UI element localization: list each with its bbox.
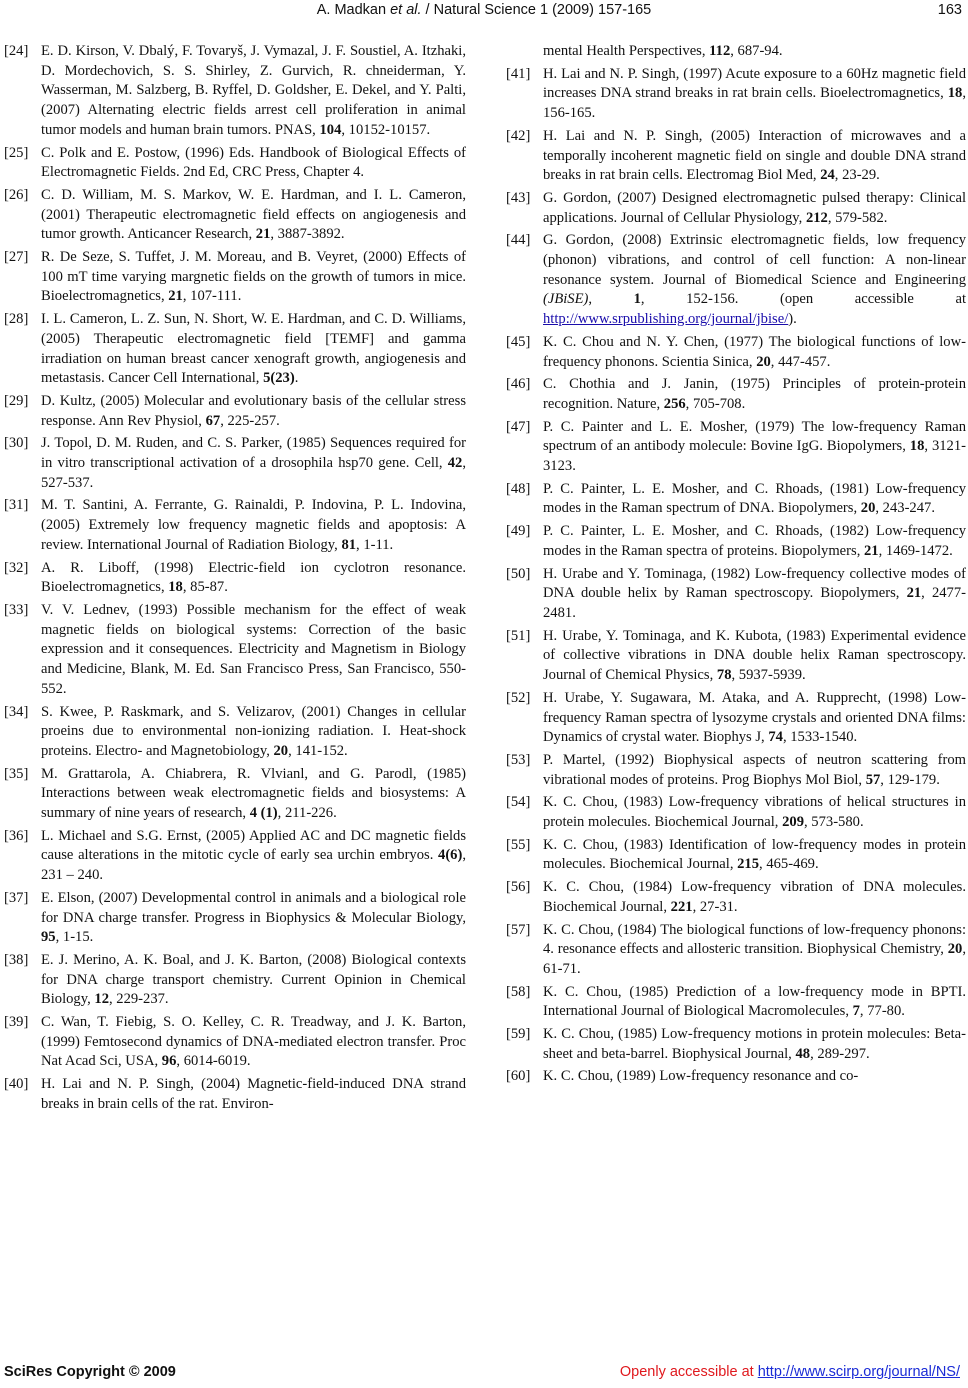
reference-text-run: , 465-469. xyxy=(759,856,819,873)
reference-text-run: , 1533-1540. xyxy=(782,729,858,746)
reference-text-run: . xyxy=(294,370,299,387)
reference-text xyxy=(543,1025,966,1064)
reference-text xyxy=(41,496,466,555)
reference-text-run: H. Lai and N. P. Singh, (2004) Magnetic-field-induced DNA strand breaks in brain cells of the rat. Environ- xyxy=(41,1076,466,1112)
reference-text xyxy=(543,127,966,186)
reference-text xyxy=(41,434,466,493)
reference-volume: 4(6) xyxy=(438,847,463,864)
reference-number: [43] xyxy=(506,189,531,206)
reference-entry xyxy=(506,65,966,124)
reference-text-run: P. C. Painter and L. E. Mosher, (1979) The low-frequency Raman spectrum of an antibody molecule: Bovine IgG. Biopolymers, xyxy=(543,418,966,455)
reference-number: [34] xyxy=(4,703,29,720)
reference-text-run: , 156-165. xyxy=(543,85,966,122)
reference-entry xyxy=(4,601,466,700)
reference-text-run: P. C. Painter, L. E. Mosher, and C. Rhoads, (1981) Low-frequency modes in the Raman spectrum of DNA. Biopolymers, xyxy=(543,480,966,517)
reference-number: [46] xyxy=(506,376,531,393)
reference-volume: 21 xyxy=(168,288,183,305)
reference-text-run: A. R. Liboff, (1998) Electric-field ion cyclotron resonance. Bioelectromagnetics, xyxy=(41,559,466,596)
reference-entry xyxy=(4,889,466,948)
reference-text-run: H. Urabe and Y. Tominaga, (1982) Low-frequency collective modes of DNA double helix by Raman spectroscopy. Biopolymers, xyxy=(543,565,966,602)
reference-number: [36] xyxy=(4,827,29,844)
reference-text xyxy=(41,1075,466,1114)
reference-entry xyxy=(506,375,966,414)
reference-number: [28] xyxy=(4,311,29,328)
reference-volume: 212 xyxy=(805,209,828,226)
reference-entry xyxy=(506,42,966,62)
references-right-column xyxy=(506,42,966,1090)
reference-number: [54] xyxy=(506,794,531,811)
reference-number: [42] xyxy=(506,127,531,144)
reference-text-run: E. J. Merino, A. K. Boal, and J. K. Barton, (2008) Biological contexts for DNA charge transport chemistry. Current Opinion in Chemical Biology, xyxy=(41,951,466,1008)
reference-text-run: E. Elson, (2007) Developmental control in animals and a biological role for DNA charge transfer. Progress in Biophysics & Molecular Biology, xyxy=(41,889,466,926)
reference-text-run: , 1469-1472. xyxy=(878,542,953,559)
reference-number: [39] xyxy=(4,1014,29,1031)
reference-text-run: D. Kultz, (2005) Molecular and evolutionary basis of the cellular stress response. Ann Rev Physiol, xyxy=(41,392,466,429)
reference-volume: 67 xyxy=(205,412,221,429)
reference-volume: 42 xyxy=(447,455,463,472)
reference-number: [44] xyxy=(506,232,531,249)
running-header xyxy=(0,2,968,22)
reference-entry xyxy=(506,878,966,917)
reference-text-run: , 141-152. xyxy=(288,742,348,759)
reference-text xyxy=(543,375,966,414)
reference-text xyxy=(543,689,966,748)
reference-number: [35] xyxy=(4,765,29,782)
reference-text-run: , 527-537. xyxy=(41,455,466,491)
reference-volume: 20 xyxy=(273,742,289,759)
reference-text xyxy=(41,765,466,824)
reference-entry xyxy=(506,836,966,875)
reference-text-run: K. C. Chou, (1985) Low-frequency motions in protein molecules: Beta-sheet and beta-barrel. Biophysical Journal, xyxy=(543,1026,966,1062)
reference-volume: 21 xyxy=(255,226,271,243)
reference-number: [33] xyxy=(4,601,29,618)
reference-volume: 57 xyxy=(865,771,881,788)
reference-text xyxy=(543,565,966,624)
reference-text-run: , 687-94. xyxy=(730,43,783,59)
reference-entry xyxy=(506,565,966,624)
reference-text-run: L. Michael and S.G. Ernst, (2005) Applied AC and DC magnetic fields cause alterations in the mitotic cycle of early sea urchin embryos. xyxy=(41,827,466,864)
page-footer xyxy=(0,1364,968,1386)
reference-volume: 4 (1) xyxy=(249,805,278,822)
reference-text-run: , 3887-3892. xyxy=(270,226,345,243)
reference-number: [55] xyxy=(506,836,531,853)
reference-text-run: H. Urabe, Y. Tominaga, and K. Kubota, (1983) Experimental evidence of collective vibrations in DNA double helix Raman spectroscopy. Journal of Chemical Physics, xyxy=(543,627,966,684)
reference-text-run: ). xyxy=(788,311,797,328)
reference-volume: 221 xyxy=(670,898,693,915)
reference-number: [24] xyxy=(4,43,29,59)
reference-entry xyxy=(506,231,966,330)
reference-entry xyxy=(4,248,466,307)
reference-number: [56] xyxy=(506,879,531,896)
reference-text-run: , 77-80. xyxy=(859,1003,905,1020)
reference-text xyxy=(543,751,966,790)
reference-text xyxy=(41,310,466,389)
reference-text xyxy=(41,559,466,598)
reference-volume: 96 xyxy=(161,1053,177,1070)
reference-entry xyxy=(506,1025,966,1064)
reference-number: [52] xyxy=(506,689,531,706)
reference-entry xyxy=(506,522,966,561)
reference-volume: 24 xyxy=(820,167,835,184)
reference-volume: 18 xyxy=(909,438,925,455)
reference-text-run: , 3121-3123. xyxy=(543,438,966,475)
et-al-italic: et al. xyxy=(390,2,422,18)
reference-entry xyxy=(506,793,966,832)
reference-text-run: G. Gordon, (2008) Extrinsic electromagnetic fields, low frequency (phonon) vibrations, and control of cell function: A non-linear resonance system. Journal of Biomedical Science and Engineering xyxy=(543,232,966,288)
reference-volume: 20 xyxy=(860,500,876,517)
reference-volume: 1 xyxy=(633,291,641,308)
reference-text-run: , 573-580. xyxy=(804,814,864,831)
reference-volume: 81 xyxy=(341,536,357,553)
reference-number: [31] xyxy=(4,497,29,514)
reference-text xyxy=(543,836,966,875)
reference-text-run: , 447-457. xyxy=(770,353,831,370)
reference-text-run: , 61-71. xyxy=(543,941,966,977)
reference-number: [51] xyxy=(506,627,531,644)
reference-text xyxy=(543,189,966,228)
reference-text-run: , 211-226. xyxy=(277,805,337,822)
reference-entry xyxy=(506,480,966,519)
reference-text-run: , 152-156. (open accessible at xyxy=(640,291,966,308)
reference-volume: 209 xyxy=(782,814,804,831)
reference-text-run: , 229-237. xyxy=(108,991,169,1008)
reference-volume: 21 xyxy=(906,585,922,602)
reference-text-run: , xyxy=(588,291,634,308)
reference-text xyxy=(543,333,966,372)
reference-number: [45] xyxy=(506,333,531,350)
reference-text-run: K. C. Chou, (1983) Identification of low-frequency modes in protein molecules. Biochemical Journal, xyxy=(543,836,966,873)
reference-number: [38] xyxy=(4,951,29,968)
reference-entry xyxy=(4,1013,466,1072)
reference-number: [26] xyxy=(4,186,29,203)
reference-text xyxy=(543,921,966,980)
reference-text-run: K. C. Chou, (1983) Low-frequency vibrations of helical structures in protein molecules. Biochemical Journal, xyxy=(543,794,966,831)
reference-text-run: , 705-708. xyxy=(685,395,746,412)
reference-entry xyxy=(506,127,966,186)
reference-text xyxy=(543,627,966,686)
reference-number: [41] xyxy=(506,65,531,82)
reference-volume: 95 xyxy=(41,929,56,946)
reference-text xyxy=(41,1013,466,1072)
reference-text xyxy=(543,480,966,519)
reference-text-run: mental Health Perspectives, xyxy=(543,43,710,59)
reference-text xyxy=(41,601,466,700)
reference-volume: 112 xyxy=(709,43,731,59)
reference-volume: 20 xyxy=(756,353,771,370)
reference-number xyxy=(506,42,543,62)
reference-entry xyxy=(4,559,466,598)
reference-text-run: , 85-87. xyxy=(182,579,228,596)
reference-text-run: , 1-11. xyxy=(356,536,394,553)
reference-text-run: M. Grattarola, A. Chiabrera, R. Vlvianl, and G. Parodl, (1985) Interactions between weak electromagnetic fields and biosystems: A summary of nine years of research, xyxy=(41,765,466,822)
reference-entry xyxy=(506,627,966,686)
reference-text xyxy=(543,793,966,832)
running-title: A. Madkan et al. / Natural Science 1 (2009) 157-165 xyxy=(316,2,652,18)
reference-text xyxy=(41,248,466,307)
reference-text-run: , 129-179. xyxy=(880,771,940,788)
reference-number: [30] xyxy=(4,435,29,452)
reference-text-run: , 27-31. xyxy=(692,898,738,915)
reference-entry xyxy=(506,189,966,228)
reference-entry xyxy=(4,703,466,762)
reference-text-run: K. C. Chou, (1984) The biological functions of low-frequency phonons: 4. resonance effects and allosteric transition. Biophysical Chemistry, xyxy=(543,921,966,958)
reference-text-run: , 225-257. xyxy=(220,412,280,429)
reference-entry xyxy=(4,434,466,493)
reference-number: [47] xyxy=(506,418,531,435)
reference-number: [57] xyxy=(506,921,531,938)
reference-number: [48] xyxy=(506,480,531,497)
reference-volume: 20 xyxy=(947,941,963,958)
reference-entry xyxy=(4,765,466,824)
reference-entry xyxy=(506,333,966,372)
reference-text-run: R. De Seze, S. Tuffet, J. M. Moreau, and B. Veyret, (2000) Effects of 100 mT time varying margnetic fields on the growth of tumors in mice. Bioelectromagnetics, xyxy=(41,249,466,305)
references-left-column xyxy=(4,42,466,1118)
reference-text xyxy=(543,231,966,330)
reference-entry xyxy=(506,418,966,477)
reference-entry xyxy=(4,392,466,431)
page-number: 163 xyxy=(937,2,962,18)
reference-text xyxy=(543,418,966,477)
reference-text-run: , 243-247. xyxy=(875,500,935,517)
reference-text-run: V. V. Lednev, (1993) Possible mechanism for the effect of weak magnetic fields on biological systems: Correction of the basic expression and it consequences. Electricity and Magnetism in Biology and Medicine, Blank, M. Ed. San Francisco Press, San Francisco, 550- 552. xyxy=(41,601,466,697)
reference-text-run: C. Chothia and J. Janin, (1975) Principles of protein-protein recognition. Nature, xyxy=(543,376,966,412)
reference-text-run: I. L. Cameron, L. Z. Sun, N. Short, W. E. Hardman, and C. D. Williams, (2005) Therapeutic electromagnetic field [TEMF] and gamma irradiation on human breast cancer xenograft growth, angiogenesis and metastasis. Cancer Cell International, xyxy=(41,311,466,387)
reference-text xyxy=(41,144,466,183)
reference-entry xyxy=(4,1075,466,1114)
reference-text-run: K. C. Chou, (1989) Low-frequency resonance and co- xyxy=(543,1068,859,1085)
reference-number: [60] xyxy=(506,1068,531,1085)
reference-text-run: , 10152-10157. xyxy=(341,121,431,138)
reference-entry xyxy=(4,496,466,555)
reference-text-run: K. C. Chou and N. Y. Chen, (1977) The biological functions of low-frequency phonons. Scientia Sinica, xyxy=(543,333,966,370)
reference-text-run: G. Gordon, (2007) Designed electromagnetic pulsed therapy: Clinical applications. Journal of Cellular Physiology, xyxy=(543,189,966,226)
reference-text-run: , 1-15. xyxy=(55,929,94,946)
reference-text-run: , 6014-6019. xyxy=(176,1053,251,1070)
reference-number: [32] xyxy=(4,559,29,576)
reference-volume: 256 xyxy=(663,395,686,412)
reference-text xyxy=(543,522,966,561)
reference-volume: 12 xyxy=(94,991,109,1008)
reference-entry xyxy=(4,310,466,389)
reference-text-run: H. Lai and N. P. Singh, (1997) Acute exposure to a 60Hz magnetic field increases DNA strand breaks in rat brain cells. Bioelectromagnetics, xyxy=(543,65,966,102)
journal-link[interactable]: http://www.scirp.org/journal/NS/ xyxy=(757,1364,960,1380)
reference-text xyxy=(41,392,466,431)
reference-entry xyxy=(4,42,466,141)
reference-volume: 48 xyxy=(795,1045,811,1062)
reference-text xyxy=(41,42,466,141)
reference-number: [49] xyxy=(506,523,531,540)
reference-text xyxy=(41,951,466,1010)
reference-text-run: , 289-297. xyxy=(810,1045,870,1062)
reference-text xyxy=(543,1067,966,1087)
reference-volume: 74 xyxy=(768,729,783,746)
reference-text-run: , 5937-5939. xyxy=(731,667,806,684)
reference-text xyxy=(543,878,966,917)
reference-entry xyxy=(506,1067,966,1087)
reference-text-run: M. T. Santini, A. Ferrante, G. Rainaldi, P. Indovina, P. L. Indovina, (2005) Extremely low frequency magnetic fields and apoptosis: A review. International Journal of Radiation Biology, xyxy=(41,497,466,553)
reference-text-run: , 2477-2481. xyxy=(543,585,966,621)
reference-text-run: S. Kwee, P. Raskmark, and S. Velizarov, (2001) Changes in cellular proeins due to environmental non-ionizing radiation. I. Heat-shock proteins. Electro- and Magnetobiology, xyxy=(41,703,466,759)
reference-text-run: P. C. Painter, L. E. Mosher, and C. Rhoads, (1982) Low-frequency modes in the Raman spectra of proteins. Biopolymers, xyxy=(543,523,966,559)
reference-entry xyxy=(506,751,966,790)
reference-entry xyxy=(4,186,466,245)
reference-number: [50] xyxy=(506,565,531,582)
open-access-label: Openly accessible at xyxy=(619,1364,758,1380)
reference-entry xyxy=(4,144,466,183)
reference-text-run: P. Martel, (1992) Biophysical aspects of neutron scattering from vibrational modes of proteins. Prog Biophys Mol Biol, xyxy=(543,751,966,788)
reference-volume: 18 xyxy=(168,579,183,596)
reference-text xyxy=(41,827,466,886)
reference-text-run: C. D. William, M. S. Markov, W. E. Hardman, and I. L. Cameron, (2001) Therapeutic electromagnetic field effects on angiogenesis and tumor growth. Anticancer Research, xyxy=(41,186,466,243)
reference-entry xyxy=(506,983,966,1022)
reference-text xyxy=(41,703,466,762)
reference-number: [37] xyxy=(4,889,29,906)
copyright-notice: SciRes Copyright © 2009 xyxy=(4,1364,176,1380)
reference-number: [25] xyxy=(4,144,29,161)
reference-number: [59] xyxy=(506,1026,531,1043)
reference-volume: 5(23) xyxy=(263,370,295,387)
reference-text-run: C. Wan, T. Fiebig, S. O. Kelley, C. R. Treadway, and J. K. Barton, (1999) Femtosecond dynamics of DNA-mediated electron transfer. Proc Nat Acad Sci, USA, xyxy=(41,1014,466,1070)
reference-entry xyxy=(4,951,466,1010)
reference-number: [53] xyxy=(506,751,531,768)
reference-text xyxy=(41,889,466,948)
reference-text-run: H. Lai and N. P. Singh, (2005) Interaction of microwaves and a temporally incoherent magnetic field on single and double DNA strand breaks in rat brain cells. Electromag Biol Med, xyxy=(543,127,966,184)
reference-entry xyxy=(506,921,966,980)
reference-text-run: , 231 – 240. xyxy=(41,847,466,884)
reference-number: [58] xyxy=(506,983,531,1000)
reference-text-run: , 23-29. xyxy=(834,167,880,184)
reference-number: [29] xyxy=(4,392,29,409)
reference-volume: 18 xyxy=(947,85,963,102)
reference-text-run: K. C. Chou, (1985) Prediction of a low-frequency mode in BPTI. International Journal of Biological Macromolecules, xyxy=(543,983,966,1020)
reference-text-run: E. D. Kirson, V. Dbalý, F. Tovaryš, J. Vymazal, J. F. Soustiel, A. Itzhaki, D. Mordechovich, S. S. Shirley, Z. Gurvich, R. chneiderman, Y. Wasserman, M. Salzberg, B. Ryffel, D. Goldsher, E. Dekel, and Y. Palti, (2007) Alternating electric fields arrest cell proliferation in animal tumor models and human brain tumors. PNAS, xyxy=(41,43,466,138)
reference-link[interactable]: http://www.srpublishing.org/journal/jbise/ xyxy=(543,311,789,328)
reference-text-run: K. C. Chou, (1984) Low-frequency vibration of DNA molecules. Biochemical Journal, xyxy=(543,879,966,915)
reference-volume: 104 xyxy=(319,121,342,138)
reference-text xyxy=(41,186,466,245)
reference-volume: 7 xyxy=(852,1003,860,1020)
reference-italic: (JBiSE) xyxy=(543,291,589,308)
reference-text xyxy=(543,42,966,62)
reference-text-run: H. Urabe, Y. Sugawara, M. Ataka, and A. Rupprecht, (1998) Low-frequency Raman spectra of lysozyme crystals and oriented DNA films: Dynamics of crystal water. Biophys J, xyxy=(543,689,966,746)
reference-text-run: J. Topol, D. M. Ruden, and C. S. Parker, (1985) Sequences required for in vitro transcriptional activation of a drosophila hsp70 gene. Cell, xyxy=(41,435,466,472)
reference-number: [40] xyxy=(4,1076,29,1093)
reference-volume: 78 xyxy=(716,667,732,684)
open-access-notice xyxy=(620,1364,960,1380)
reference-volume: 215 xyxy=(737,856,760,873)
reference-entry xyxy=(4,827,466,886)
reference-text-run: C. Polk and E. Postow, (1996) Eds. Handbook of Biological Effects of Electromagnetic Fields. 2nd Ed, CRC Press, Chapter 4. xyxy=(41,144,466,181)
reference-text-run: , 107-111. xyxy=(182,288,242,305)
reference-entry xyxy=(506,689,966,748)
reference-text xyxy=(543,65,966,124)
reference-text xyxy=(543,983,966,1022)
reference-text-run: , 579-582. xyxy=(827,209,888,226)
reference-volume: 21 xyxy=(864,542,879,559)
reference-number: [27] xyxy=(4,249,29,266)
